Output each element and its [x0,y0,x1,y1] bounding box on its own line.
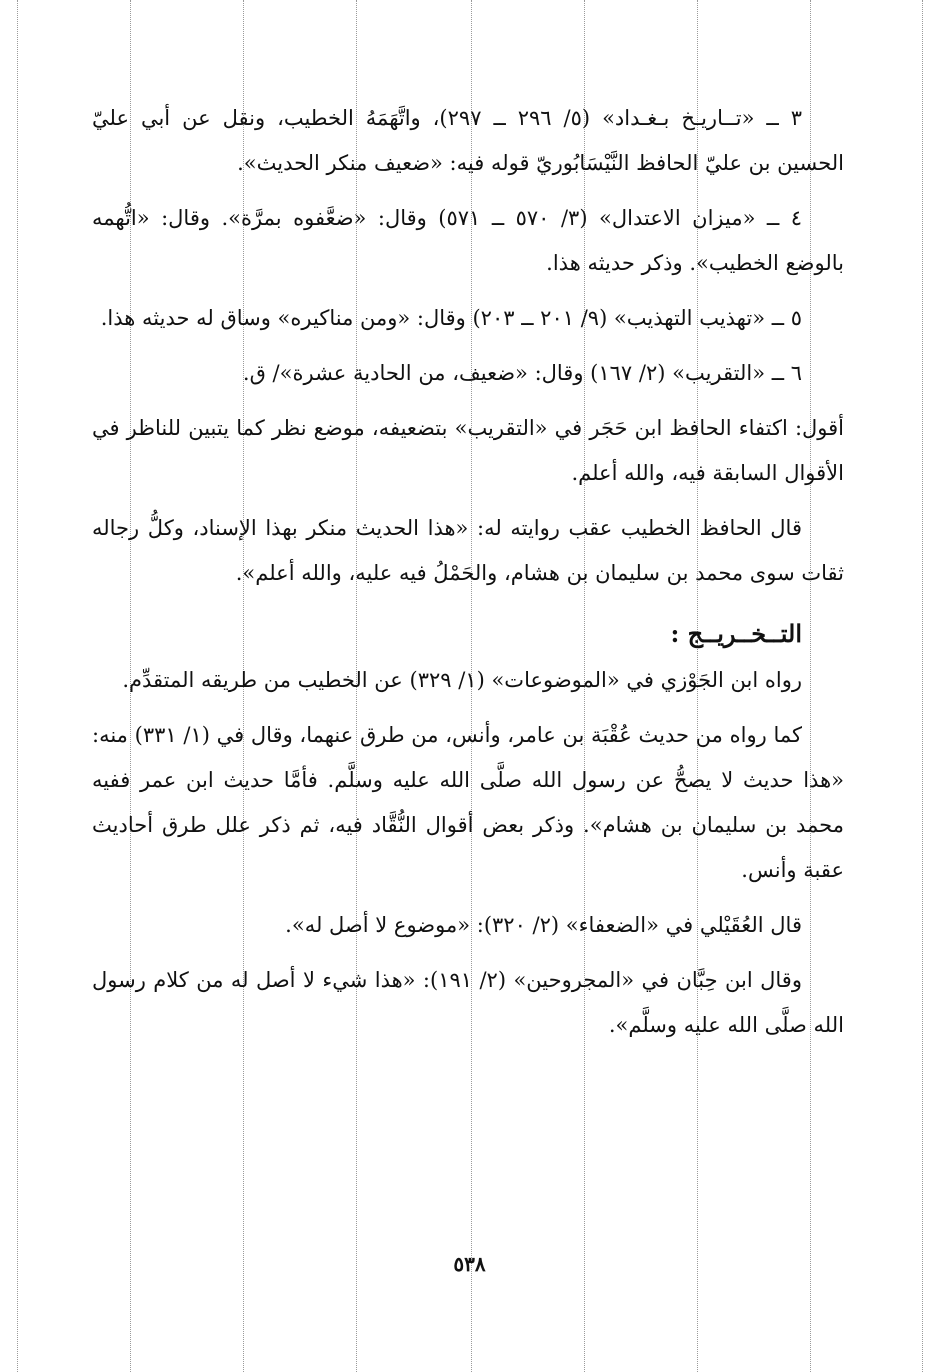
page-number: ٥٣٨ [453,1252,486,1276]
section-heading: التــخــريــج : [670,619,802,648]
footnote-item-3: ٣ ــ «تــاريـخ بـغـداد» (٥/ ٢٩٦ ــ ٢٩٧)، واتَّهَمَهُ الخطيب، ونقل عن أبي عليّ الحسين بن عليّ الحافظ النَّيْسَابُوريّ قوله فيه: «ضعيف منكر الحديث». [92,106,844,175]
dotted-guide-line [17,0,18,1372]
takhrij-paragraph: وقال ابن حِبَّان في «المجروحين» (٢/ ١٩١): «هذا شيء لا أصل له من كلام رسول الله صلَّى الله عليه وسلَّم». [92,968,844,1037]
page-body [92,96,844,1058]
footnote-item-6: ٦ ــ «التقريب» (٢/ ١٦٧) وقال: «ضعيف، من الحادية عشرة»/ ق. [242,361,802,385]
footnote-item-4: ٤ ــ «ميزان الاعتدال» (٣/ ٥٧٠ ــ ٥٧١) وقال: «ضعَّفوه بمرَّة». وقال: «اتُّهمه بالوضع الخطيب». وذكر حديثه هذا. [92,206,844,275]
footnote-item-5: ٥ ــ «تهذيب التهذيب» (٩/ ٢٠١ ــ ٢٠٣) وقال: «ومن مناكيره» وساق له حديثه هذا. [100,306,802,330]
dotted-guide-line [922,0,923,1372]
takhrij-paragraph: رواه ابن الجَوْزي في «الموضوعات» (١/ ٣٢٩) عن الخطيب من طريقه المتقدِّم. [122,668,802,692]
takhrij-paragraph: قال العُقَيْلي في «الضعفاء» (٢/ ٣٢٠): «موضوع لا أصل له». [285,913,802,937]
author-comment: أقول: اكتفاء الحافظ ابن حَجَر في «التقريب» بتضعيفه، موضع نظر كما يتبين للناظر في الأقوال السابقة فيه، والله أعلم. [92,416,844,485]
khatib-quote: قال الحافظ الخطيب عقب روايته له: «هذا الحديث منكر بهذا الإسناد، وكلُّ رجاله ثقات سوى محمد بن سليمان بن هشام، والحَمْلُ فيه عليه، والله أعلم». [92,516,844,585]
takhrij-paragraph: كما رواه من حديث عُقْبَة بن عامر، وأنس، من طرق عنهما، وقال في (١/ ٣٣١) منه: «هذا حديث لا يصحُّ عن رسول الله صلَّى الله عليه وسلَّم. فأمَّا حديث ابن عمر ففيه محمد بن سليمان بن هشام». وذكر بعض أقوال النُّقَّاد فيه، ثم ذكر علل طرق أحاديث عقبة وأنس. [92,723,844,882]
